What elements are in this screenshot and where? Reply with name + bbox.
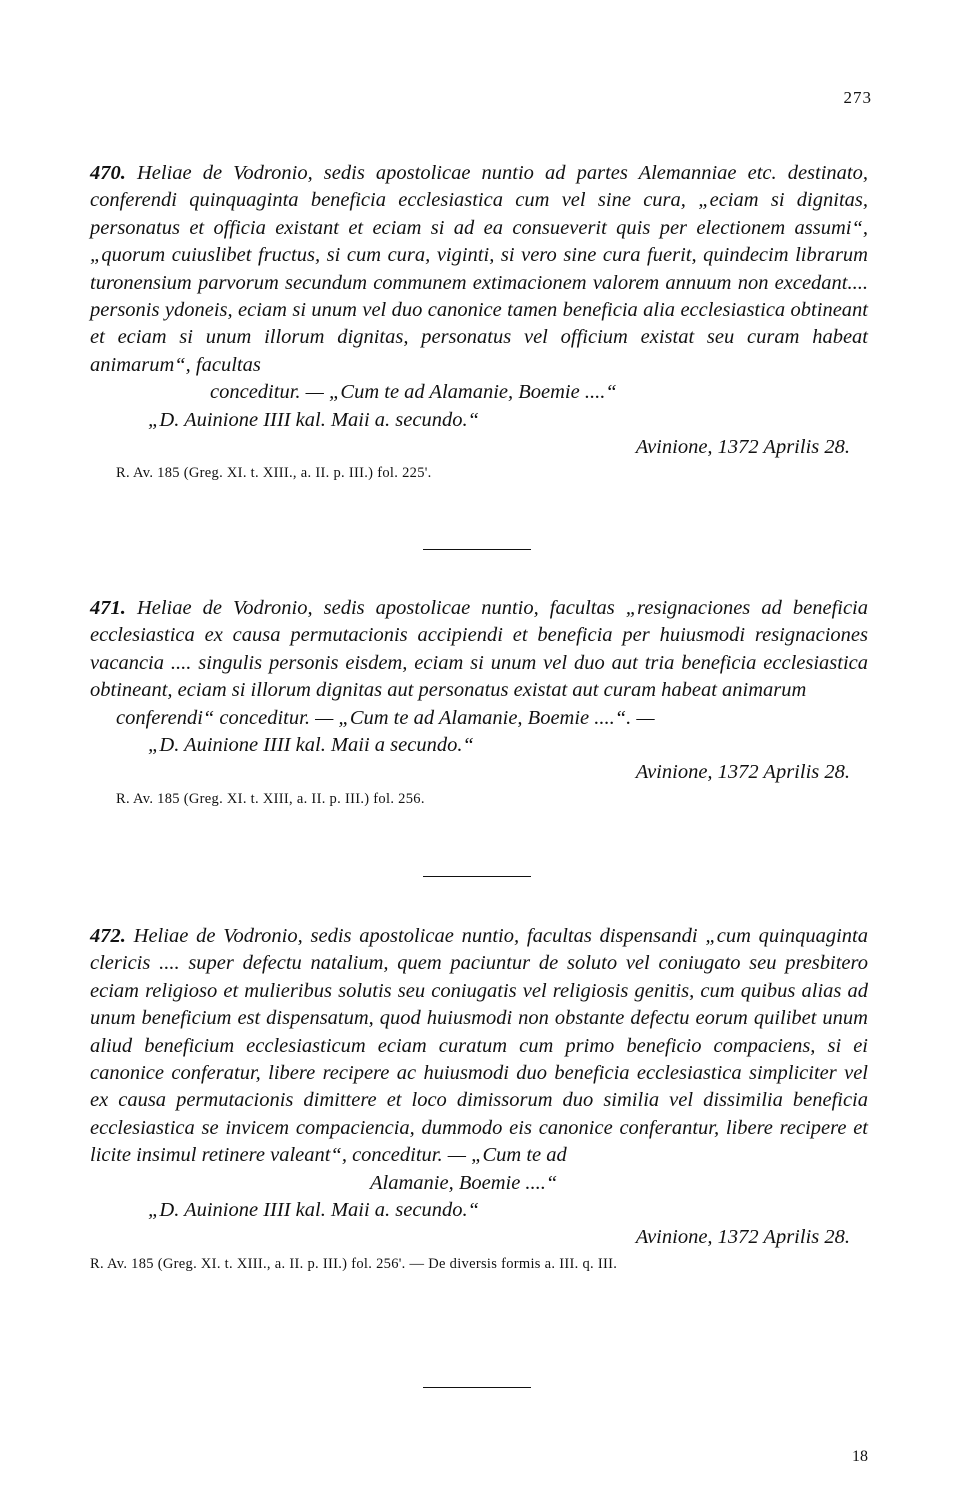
- entry-closing-line: Alamanie, Boemie ....“: [370, 1171, 558, 1194]
- entry-date: Avinione, 1372 Aprilis 28.: [635, 436, 850, 459]
- entry-text: [90, 595, 868, 705]
- entry-closing-line: conceditur. — „Cum te ad Alamanie, Boemie ....“: [210, 381, 617, 404]
- page-number: 273: [843, 88, 872, 107]
- separator-rule: [423, 1387, 531, 1388]
- entry-reference: R. Av. 185 (Greg. XI. t. XIII, a. II. p. III.) fol. 256.: [116, 790, 425, 807]
- entry-given-line: „D. Auinione IIII kal. Maii a. secundo.“: [148, 408, 479, 431]
- entry-given-line: „D. Auinione IIII kal. Maii a secundo.“: [148, 734, 474, 757]
- separator-rule: [423, 549, 531, 550]
- entry-text: [90, 923, 868, 1170]
- entry-date: Avinione, 1372 Aprilis 28.: [635, 761, 850, 784]
- entry-body: Heliae de Vodronio, sedis apostolicae nuntio ad partes Alemanniae etc. destinato, conferendi quinquaginta beneficia ecclesiastica cum vel sine cura, „eciam si dignitas, personatus et officia existant et eciam si ad ea consueverit quis per electionem assumi“, „quorum cuiuslibet fructus, si cum cura, viginti, si vero sine cura fuerit, quindecim librarum turonensium parvorum secundum communem extimacionem valorem annuum non excedant.... personis ydoneis, eciam si unum vel duo canonice tamen beneficia alia ecclesiastica obtineant et eciam si unum illorum dignitas, personatus vel officium existat seu curam habeat animarum“, facultas: [90, 162, 868, 376]
- entry-body: Heliae de Vodronio, sedis apostolicae nuntio, facultas „resignaciones ad beneficia ecclesiastica ex causa permutacionis accipiendi et beneficia per huiusmodi resignaciones vacancia .... singulis personis eisdem, eciam si unum vel duo aut tria beneficia ecclesiastica obtineant, eciam si illorum dignitas aut personatus existat aut curam habeat animarum: [90, 597, 869, 702]
- entry-number: 470.: [90, 162, 126, 184]
- entry-body: Heliae de Vodronio, sedis apostolicae nuntio, facultas dispensandi „cum quinquaginta clericis .... super defectu natalium, quem paciuntur de soluto vel coniugato seu presbitero eciam religioso et mulieribus solutis seu coniugatis vel religiosis genitis, cum quibus alias ad unum beneficium est dispensatum, quod huiusmodi non obstante defectu eorum quilibet unum aliud beneficium ecclesiasticum eciam curatum cum primo beneficio compaciens, si ei canonice conferatur, libere recipere ac huiusmodi duo beneficia ecclesiastica simpliciter vel ex causa permutacionis dimittere et loco dimissorum duo similia vel dissimilia beneficia ecclesiastica se invicem compaciencia, dummodo eis canonice conferantur, libere recipere et licite insimul retinere valeant“, conceditur. — „Cum te ad: [90, 925, 868, 1167]
- entry-text: [90, 160, 868, 379]
- entry-date: Avinione, 1372 Aprilis 28.: [635, 1226, 850, 1249]
- entry-closing-line: conferendi“ conceditur. — „Cum te ad Alamanie, Boemie ....“. —: [116, 706, 655, 729]
- entry-471: [90, 595, 868, 811]
- entry-reference: R. Av. 185 (Greg. XI. t. XIII., a. II. p. III.) fol. 256'. — De diversis formis a. III. q. III.: [90, 1255, 618, 1272]
- entry-470: [90, 160, 868, 485]
- entry-reference: R. Av. 185 (Greg. XI. t. XIII., a. II. p. III.) fol. 225'.: [116, 465, 432, 482]
- entry-number: 472.: [90, 925, 126, 947]
- separator-rule: [423, 876, 531, 877]
- entry-given-line: „D. Auinione IIII kal. Maii a. secundo.“: [148, 1199, 479, 1222]
- entry-number: 471.: [90, 597, 126, 619]
- entry-472: [90, 923, 868, 1276]
- signature-mark: 18: [852, 1448, 868, 1465]
